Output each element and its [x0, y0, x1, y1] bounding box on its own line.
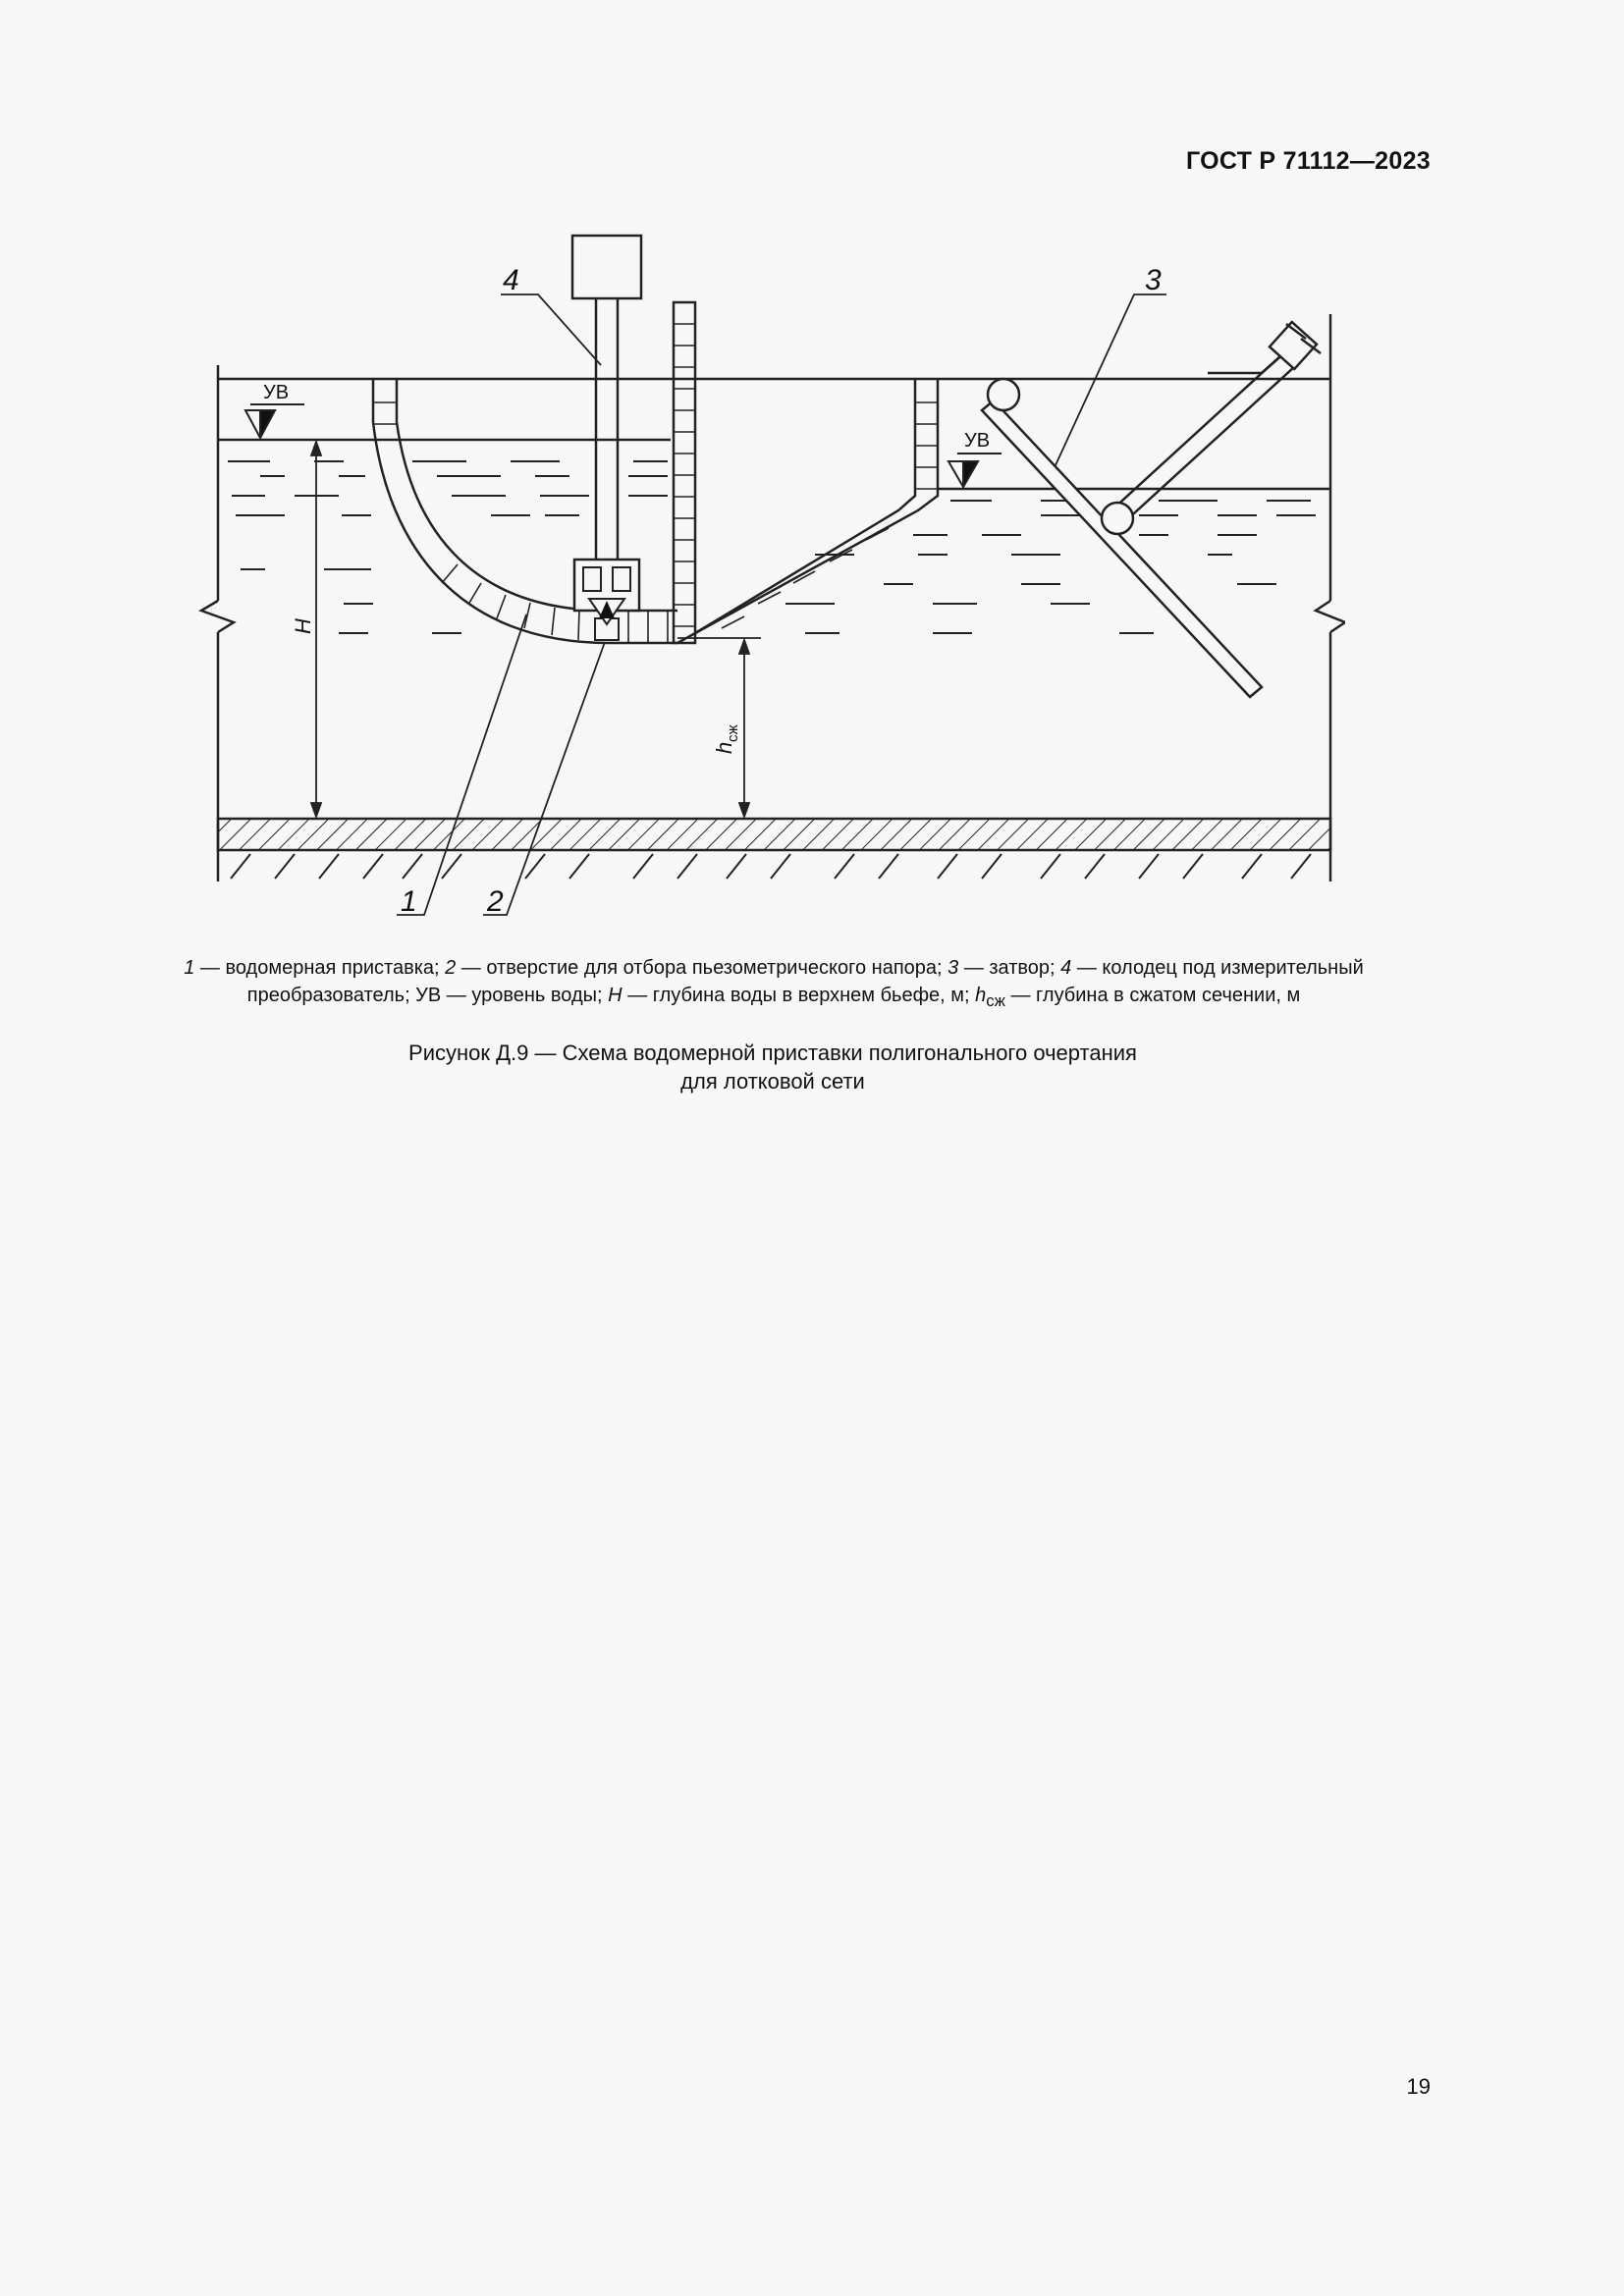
figure-legend: 1 — водомерная приставка; 2 — отверстие для отбора пьезометрического напора; 3 — затвор; 4 — колодец под измерительный преобразователь; УВ — уровень воды; H — глубина воды в верхнем бьефе, м; $h_{сж}$ — глубина в сжатом сечении, м [184, 957, 1364, 1010]
dimension-hsg-label: h [712, 741, 736, 754]
dimension-H-label: H [291, 618, 315, 634]
water-level-label-left: УВ [263, 382, 290, 403]
document-number: ГОСТ Р 71112—2023 [1185, 147, 1431, 175]
dimension-hsg-subscript: сж [725, 724, 741, 742]
flume-insert [373, 302, 938, 643]
figure-title [0, 1039, 1545, 1095]
label-1: 1 [401, 885, 417, 918]
label-2: 2 [487, 885, 504, 918]
dimension-hsg [677, 638, 761, 817]
channel-bottom [218, 819, 1330, 879]
label-4: 4 [503, 264, 519, 296]
page-number: 19 [1406, 2074, 1431, 2099]
measurement-shaft [572, 236, 641, 640]
figure-title-line-1: Рисунок Д.9 — Схема водомерной приставки полигонального очертания [408, 1041, 1137, 1065]
water-level-label-right: УВ [964, 430, 991, 452]
water-level-marker-left [245, 404, 304, 438]
figure-title-line-2: для лотковой сети [680, 1069, 865, 1094]
water-level-marker-right [948, 454, 1001, 487]
flume-diagram [187, 221, 1345, 937]
label-3: 3 [1145, 264, 1162, 296]
